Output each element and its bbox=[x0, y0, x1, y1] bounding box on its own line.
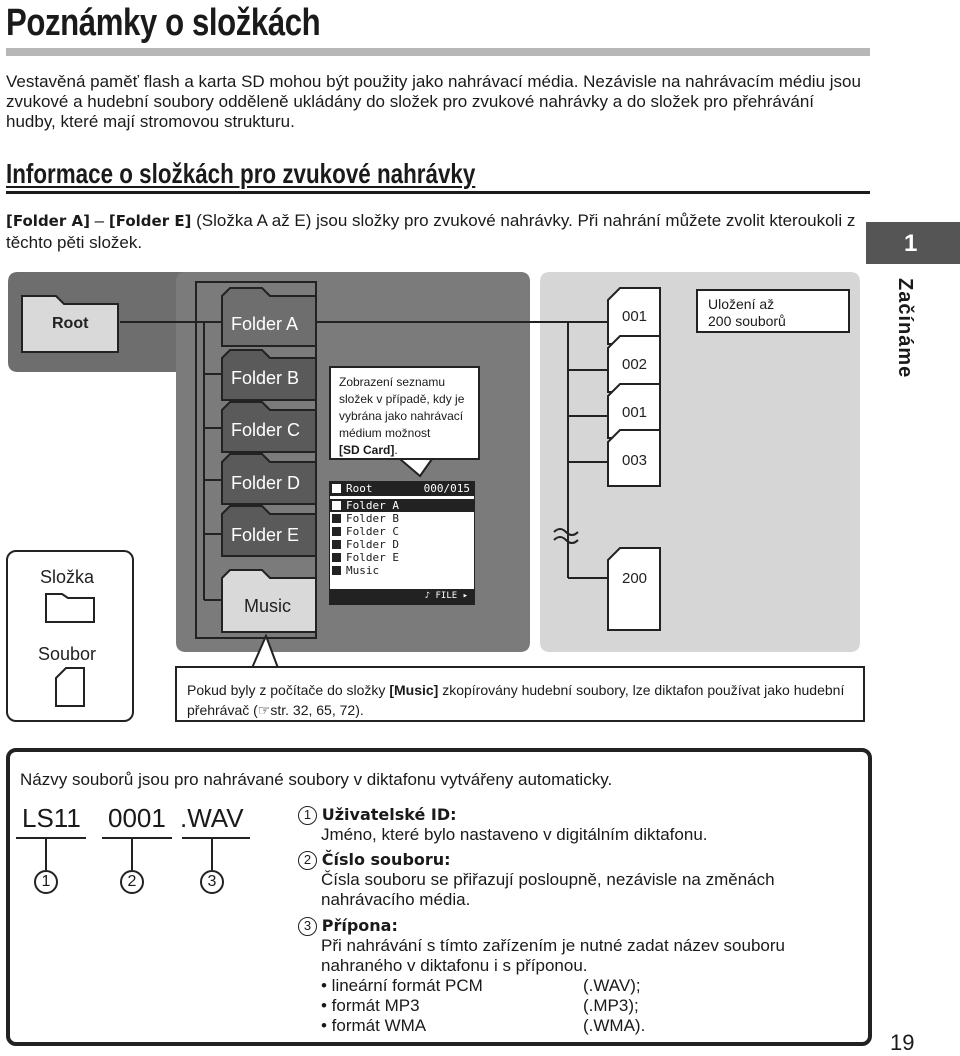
legend-folder-label: Složka bbox=[40, 567, 95, 587]
file-label-3: 001 bbox=[622, 404, 648, 421]
item-number: 1 bbox=[298, 806, 317, 825]
file-icon-5 bbox=[608, 548, 660, 630]
marker-2: 2 bbox=[120, 870, 144, 894]
legend-folder-icon bbox=[44, 588, 96, 624]
item-text: Jméno, které bylo nastaveno v digitálním diktafonu. bbox=[321, 825, 708, 844]
folder-c-label: Folder C bbox=[231, 420, 301, 440]
callout-end: . bbox=[394, 443, 398, 457]
item-user-id bbox=[298, 805, 858, 845]
folder-c-icon bbox=[332, 527, 341, 536]
format-name: • formát MP3 bbox=[321, 996, 420, 1015]
section-text: (Složka A až E) jsou složky pro zvukové nahrávky. Při nahrání můžete zvolit kteroukoli z těchto pěti složek. bbox=[6, 211, 856, 252]
storage-note-line-1: Uložení až bbox=[708, 296, 775, 312]
item-extension bbox=[298, 916, 858, 1036]
filename-part-number: 0001 bbox=[108, 803, 166, 833]
lcd-row-label: Folder E bbox=[346, 551, 399, 564]
lcd-counter: 000/015 bbox=[423, 482, 470, 495]
folder-b-icon bbox=[332, 514, 341, 523]
note-music-label: [Music] bbox=[389, 682, 439, 698]
note-text-1: Pokud byly z počítače do složky bbox=[187, 682, 390, 698]
folder-d-icon bbox=[332, 540, 341, 549]
lcd-row-label: Folder D bbox=[346, 538, 399, 551]
format-ext: (.WAV); bbox=[583, 976, 641, 995]
format-ext: (.WMA). bbox=[583, 1016, 646, 1035]
sd-card-label: [SD Card] bbox=[339, 443, 395, 457]
item-number: 3 bbox=[298, 917, 317, 936]
lcd-row-folder-d bbox=[330, 538, 474, 551]
file-label-1: 001 bbox=[622, 308, 648, 325]
callout-line-1: Zobrazení seznamu bbox=[339, 375, 446, 389]
filename-intro: Názvy souborů jsou pro nahrávané soubory v diktafonu vytvářeny automaticky. bbox=[20, 770, 613, 789]
root-label: Root bbox=[52, 315, 89, 332]
format-ext: (.MP3); bbox=[583, 996, 639, 1015]
folder-a-icon bbox=[332, 501, 341, 510]
chapter-label: Začínáme bbox=[894, 278, 916, 379]
folder-a-label: Folder A bbox=[231, 314, 299, 334]
format-row-wma bbox=[298, 1016, 858, 1036]
recorder-lcd-screen bbox=[329, 481, 475, 605]
sd-card-callout bbox=[329, 366, 480, 460]
folder-e-label: [Folder E] bbox=[108, 212, 192, 230]
item-number: 2 bbox=[298, 851, 317, 870]
folder-e-label: Folder E bbox=[231, 525, 300, 545]
folder-a-label: [Folder A] bbox=[6, 212, 90, 230]
lcd-row-folder-a bbox=[330, 499, 474, 512]
callout-line-5 bbox=[339, 442, 470, 459]
file-label-4: 003 bbox=[622, 452, 648, 469]
section-heading: Informace o složkách pro zvukové nahrávky bbox=[6, 158, 476, 189]
sd-icon bbox=[332, 484, 341, 493]
page-number: 19 bbox=[890, 1030, 915, 1055]
file-label-5: 200 bbox=[622, 570, 648, 587]
item-file-number bbox=[298, 850, 858, 910]
legend-file-label: Soubor bbox=[38, 644, 97, 664]
lcd-row-label: Folder C bbox=[346, 525, 399, 538]
marker-1: 1 bbox=[34, 870, 58, 894]
callout-line-3: vybrána jako nahrávací bbox=[339, 409, 464, 423]
music-note bbox=[175, 666, 865, 722]
item-title: Číslo souboru: bbox=[321, 850, 451, 869]
music-icon bbox=[332, 566, 341, 575]
intro-paragraph: Vestavěná paměť flash a karta SD mohou být použity jako nahrávací média. Nezávisle na nahrávacím médiu jsou zvukové a hudební soubory odděleně ukládány do složek pro zvukové nahrávky a do složek pro přehrávání hudby, které mají stromovou strukturu. bbox=[6, 72, 861, 131]
section-dash: – bbox=[89, 211, 109, 230]
item-title: Přípona: bbox=[321, 916, 398, 935]
legend-file-icon bbox=[54, 666, 86, 708]
lcd-row-label: Folder A bbox=[346, 499, 399, 512]
folder-b-label: Folder B bbox=[231, 368, 300, 388]
format-name: • formát WMA bbox=[321, 1016, 427, 1035]
folder-d-label: Folder D bbox=[231, 473, 301, 493]
lcd-row-label: Folder B bbox=[346, 512, 399, 525]
storage-note bbox=[696, 289, 850, 333]
item-text: Při nahrávání s tímto zařízením je nutné zadat název souboru nahraného v diktafonu i s příponou. bbox=[321, 936, 785, 975]
filename-part-user-id: LS11 bbox=[22, 803, 81, 833]
marker-3: 3 bbox=[200, 870, 224, 894]
lcd-header-title: Root bbox=[346, 482, 373, 495]
callout-line-4: médium možnost bbox=[339, 426, 431, 440]
chapter-tab: 1 bbox=[866, 222, 960, 264]
lcd-row-folder-e bbox=[330, 551, 474, 564]
lcd-row-folder-c bbox=[330, 525, 474, 538]
folder-e-icon bbox=[332, 553, 341, 562]
format-name: • lineární formát PCM bbox=[321, 976, 483, 995]
callout-line-2: složek v případě, kdy je bbox=[339, 392, 465, 406]
filename-part-extension: .WAV bbox=[180, 803, 244, 833]
lcd-footer: ♪ FILE ▸ bbox=[330, 589, 474, 604]
item-title: Uživatelské ID: bbox=[321, 805, 457, 824]
lcd-header bbox=[330, 482, 474, 496]
lcd-row-folder-b bbox=[330, 512, 474, 525]
format-row-mp3 bbox=[298, 996, 858, 1016]
storage-note-line-2: 200 souborů bbox=[708, 313, 786, 329]
note-text-2: zkopírovány hudební soubory, lze diktafon používat jako hudební přehrávač (☞str. 32, 65, 72). bbox=[187, 682, 845, 718]
file-label-2: 002 bbox=[622, 356, 648, 373]
page-title: Poznámky o složkách bbox=[6, 2, 321, 44]
format-row-pcm bbox=[298, 976, 858, 996]
item-text: Čísla souboru se přiřazují posloupně, nezávisle na změnách nahrávacího média. bbox=[321, 870, 775, 909]
lcd-row-label: Music bbox=[346, 564, 380, 577]
lcd-row-music bbox=[330, 564, 474, 577]
music-label: Music bbox=[244, 596, 292, 616]
